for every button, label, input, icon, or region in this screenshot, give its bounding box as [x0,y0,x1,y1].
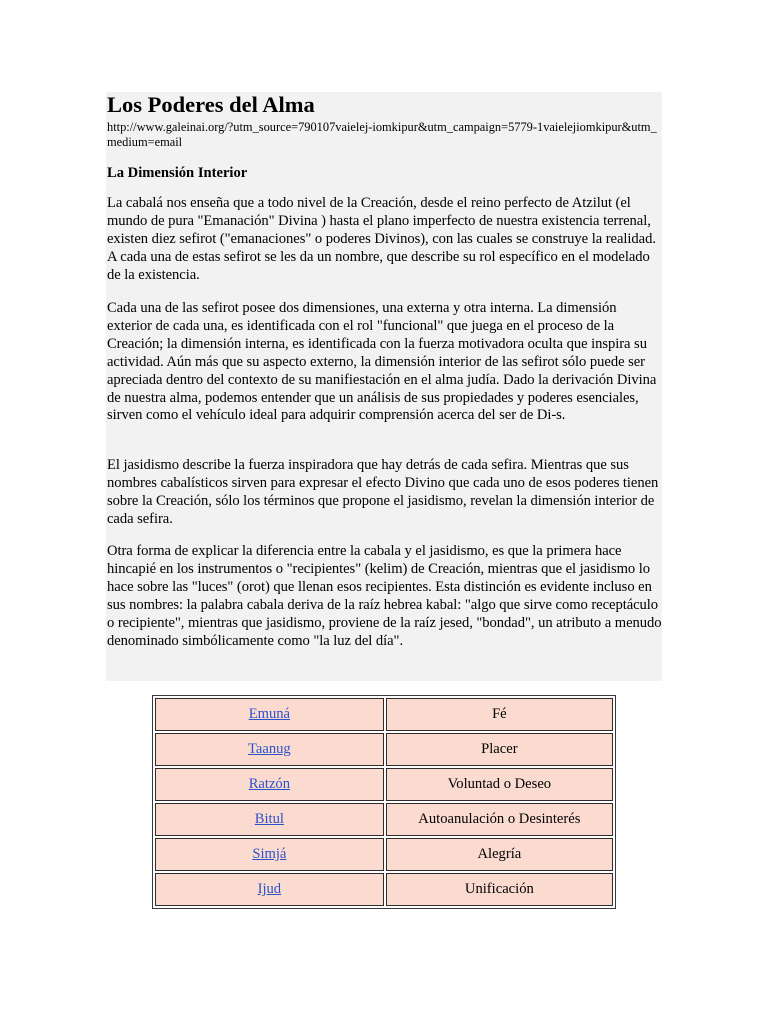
table-row [155,873,613,906]
term-link-taanug[interactable]: Taanug [247,741,291,757]
table-row [155,698,613,731]
term-cell [155,873,384,906]
source-url: http://www.galeinai.org/?utm_source=790107vaielej-iomkipur&utm_campaign=5779-1vaielejiomkipur&utm_medium=email [107,120,657,149]
term-cell [155,733,384,766]
term-link-bitul[interactable]: Bitul [254,811,284,827]
paragraph: Otra forma de explicar la diferencia entre la cabala y el jasidismo, es que la primera hace hincapié en los instrumentos o "recipientes" (kelim) de Creación, mientras que el jasidismo lo hace sobre las "luces" (orot) que llenan esos recipientes. Esta distinción es evidente incluso en sus nombres: la palabra cabala deriva de la raíz hebrea kabal: "algo que sirve como receptáculo o recipiente", mientras que jasidismo, proviene de la raíz jesed, "bondad", un atributo a menudo denominado simbólicamente como "la luz del día". [107,543,662,649]
meaning-cell: Alegría [386,838,613,871]
term-cell [155,838,384,871]
term-cell [155,768,384,801]
term-link-emuna[interactable]: Emuná [248,706,291,722]
meaning-cell: Autoanulación o Desinterés [386,803,613,836]
powers-table [152,695,616,909]
page-title: Los Poderes del Alma [107,92,315,117]
section-heading: La Dimensión Interior [107,165,248,181]
meaning-cell: Unificación [386,873,613,906]
term-link-ijud[interactable]: Ijud [257,881,282,897]
article-block [106,92,662,681]
meaning-cell: Fé [386,698,613,731]
table-row [155,733,613,766]
meaning-cell: Placer [386,733,613,766]
term-cell [155,803,384,836]
table-row [155,803,613,836]
table-row [155,838,613,871]
term-cell [155,698,384,731]
term-link-ratzon[interactable]: Ratzón [248,776,291,792]
table-row [155,768,613,801]
paragraph: Cada una de las sefirot posee dos dimensiones, una externa y otra interna. La dimensión exterior de cada una, es identificada con el rol "funcional" que juega en el proceso de la Creación; la dimensión interna, es identificada con la fuerza motivadora oculta que inspira su actividad. Aún más que su aspecto externo, la dimensión interior de las sefirot sólo puede ser apreciada dentro del contexto de su manifiestación en el alma judía. Dado la derivación Divina de nuestra alma, podemos entender que un análisis de sus propiedades y poderes esenciales, sirven como el vehículo ideal para adquirir comprensión acerca del ser de Di-s. [107,300,657,424]
paragraph: La cabalá nos enseña que a todo nivel de la Creación, desde el reino perfecto de Atzilut (el mundo de pura "Emanación" Divina ) hasta el plano imperfecto de nuestra existencia terrenal, existen diez sefirot ("emanaciones" o poderes Divinos), con las cuales se construye la realidad. A cada una de estas sefirot se les da un nombre, que describe su rol específico en el modelado de la existencia. [107,195,656,283]
term-link-simja[interactable]: Simjá [252,846,287,862]
meaning-cell: Voluntad o Deseo [386,768,613,801]
paragraph: El jasidismo describe la fuerza inspiradora que hay detrás de cada sefira. Mientras que sus nombres cabalísticos sirven para expresar el efecto Divino que cada uno de esos poderes tienen sobre la Creación, sólo los términos que propone el jasidismo, revelan la dimensión interior de cada sefira. [107,457,659,527]
